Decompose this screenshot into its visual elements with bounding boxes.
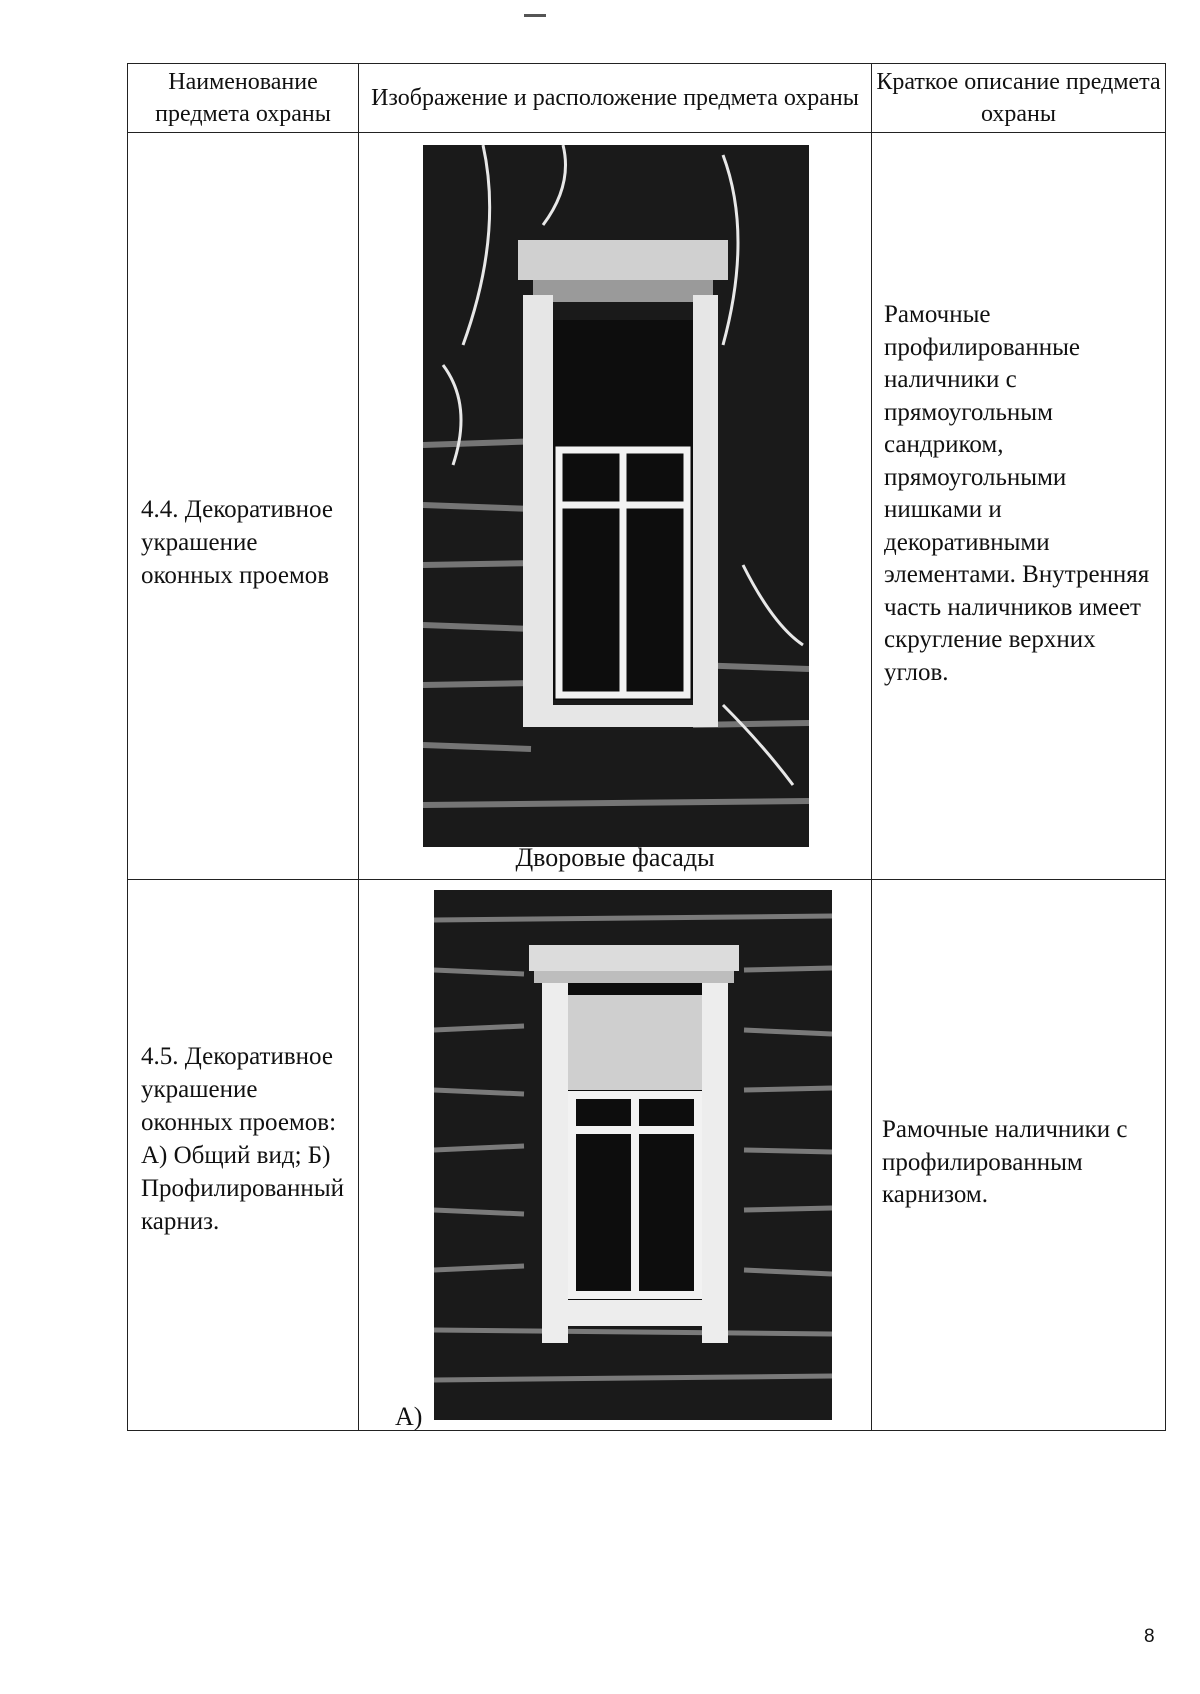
item-name: 4.5. Декоративное украшение оконных проемов: А) Общий вид; Б) Профилированный карниз. <box>141 1043 344 1235</box>
header-description: Краткое описание предмета охраны <box>872 64 1166 133</box>
name-cell <box>128 880 359 1431</box>
scan-mark <box>524 14 546 17</box>
photo-label: А) <box>395 1402 423 1431</box>
window-photo <box>434 890 832 1420</box>
description-cell <box>872 880 1166 1431</box>
item-name: 4.4. Декоративное украшение оконных проемов <box>141 496 333 589</box>
page-number: 8 <box>1144 1626 1155 1647</box>
item-description: Рамочные наличники с профилированным карнизом. <box>882 1116 1128 1208</box>
table-header-row <box>128 64 1166 133</box>
item-description: Рамочные профилированные наличники с прямоугольным сандриком, прямоугольными нишками и декоративными элементами. Внутренняя часть наличников имеет скругление верхних углов. <box>884 301 1150 686</box>
window-photo <box>423 145 809 847</box>
name-cell <box>128 133 359 880</box>
image-cell <box>359 880 872 1431</box>
table-row <box>128 133 1166 880</box>
header-image: Изображение и расположение предмета охраны <box>359 64 872 133</box>
description-cell <box>872 133 1166 880</box>
protection-table <box>127 63 1166 1431</box>
image-cell <box>359 133 872 880</box>
table-row <box>128 880 1166 1431</box>
photo-caption: Дворовые фасады <box>515 843 715 872</box>
header-name: Наименование предмета охраны <box>128 64 359 133</box>
